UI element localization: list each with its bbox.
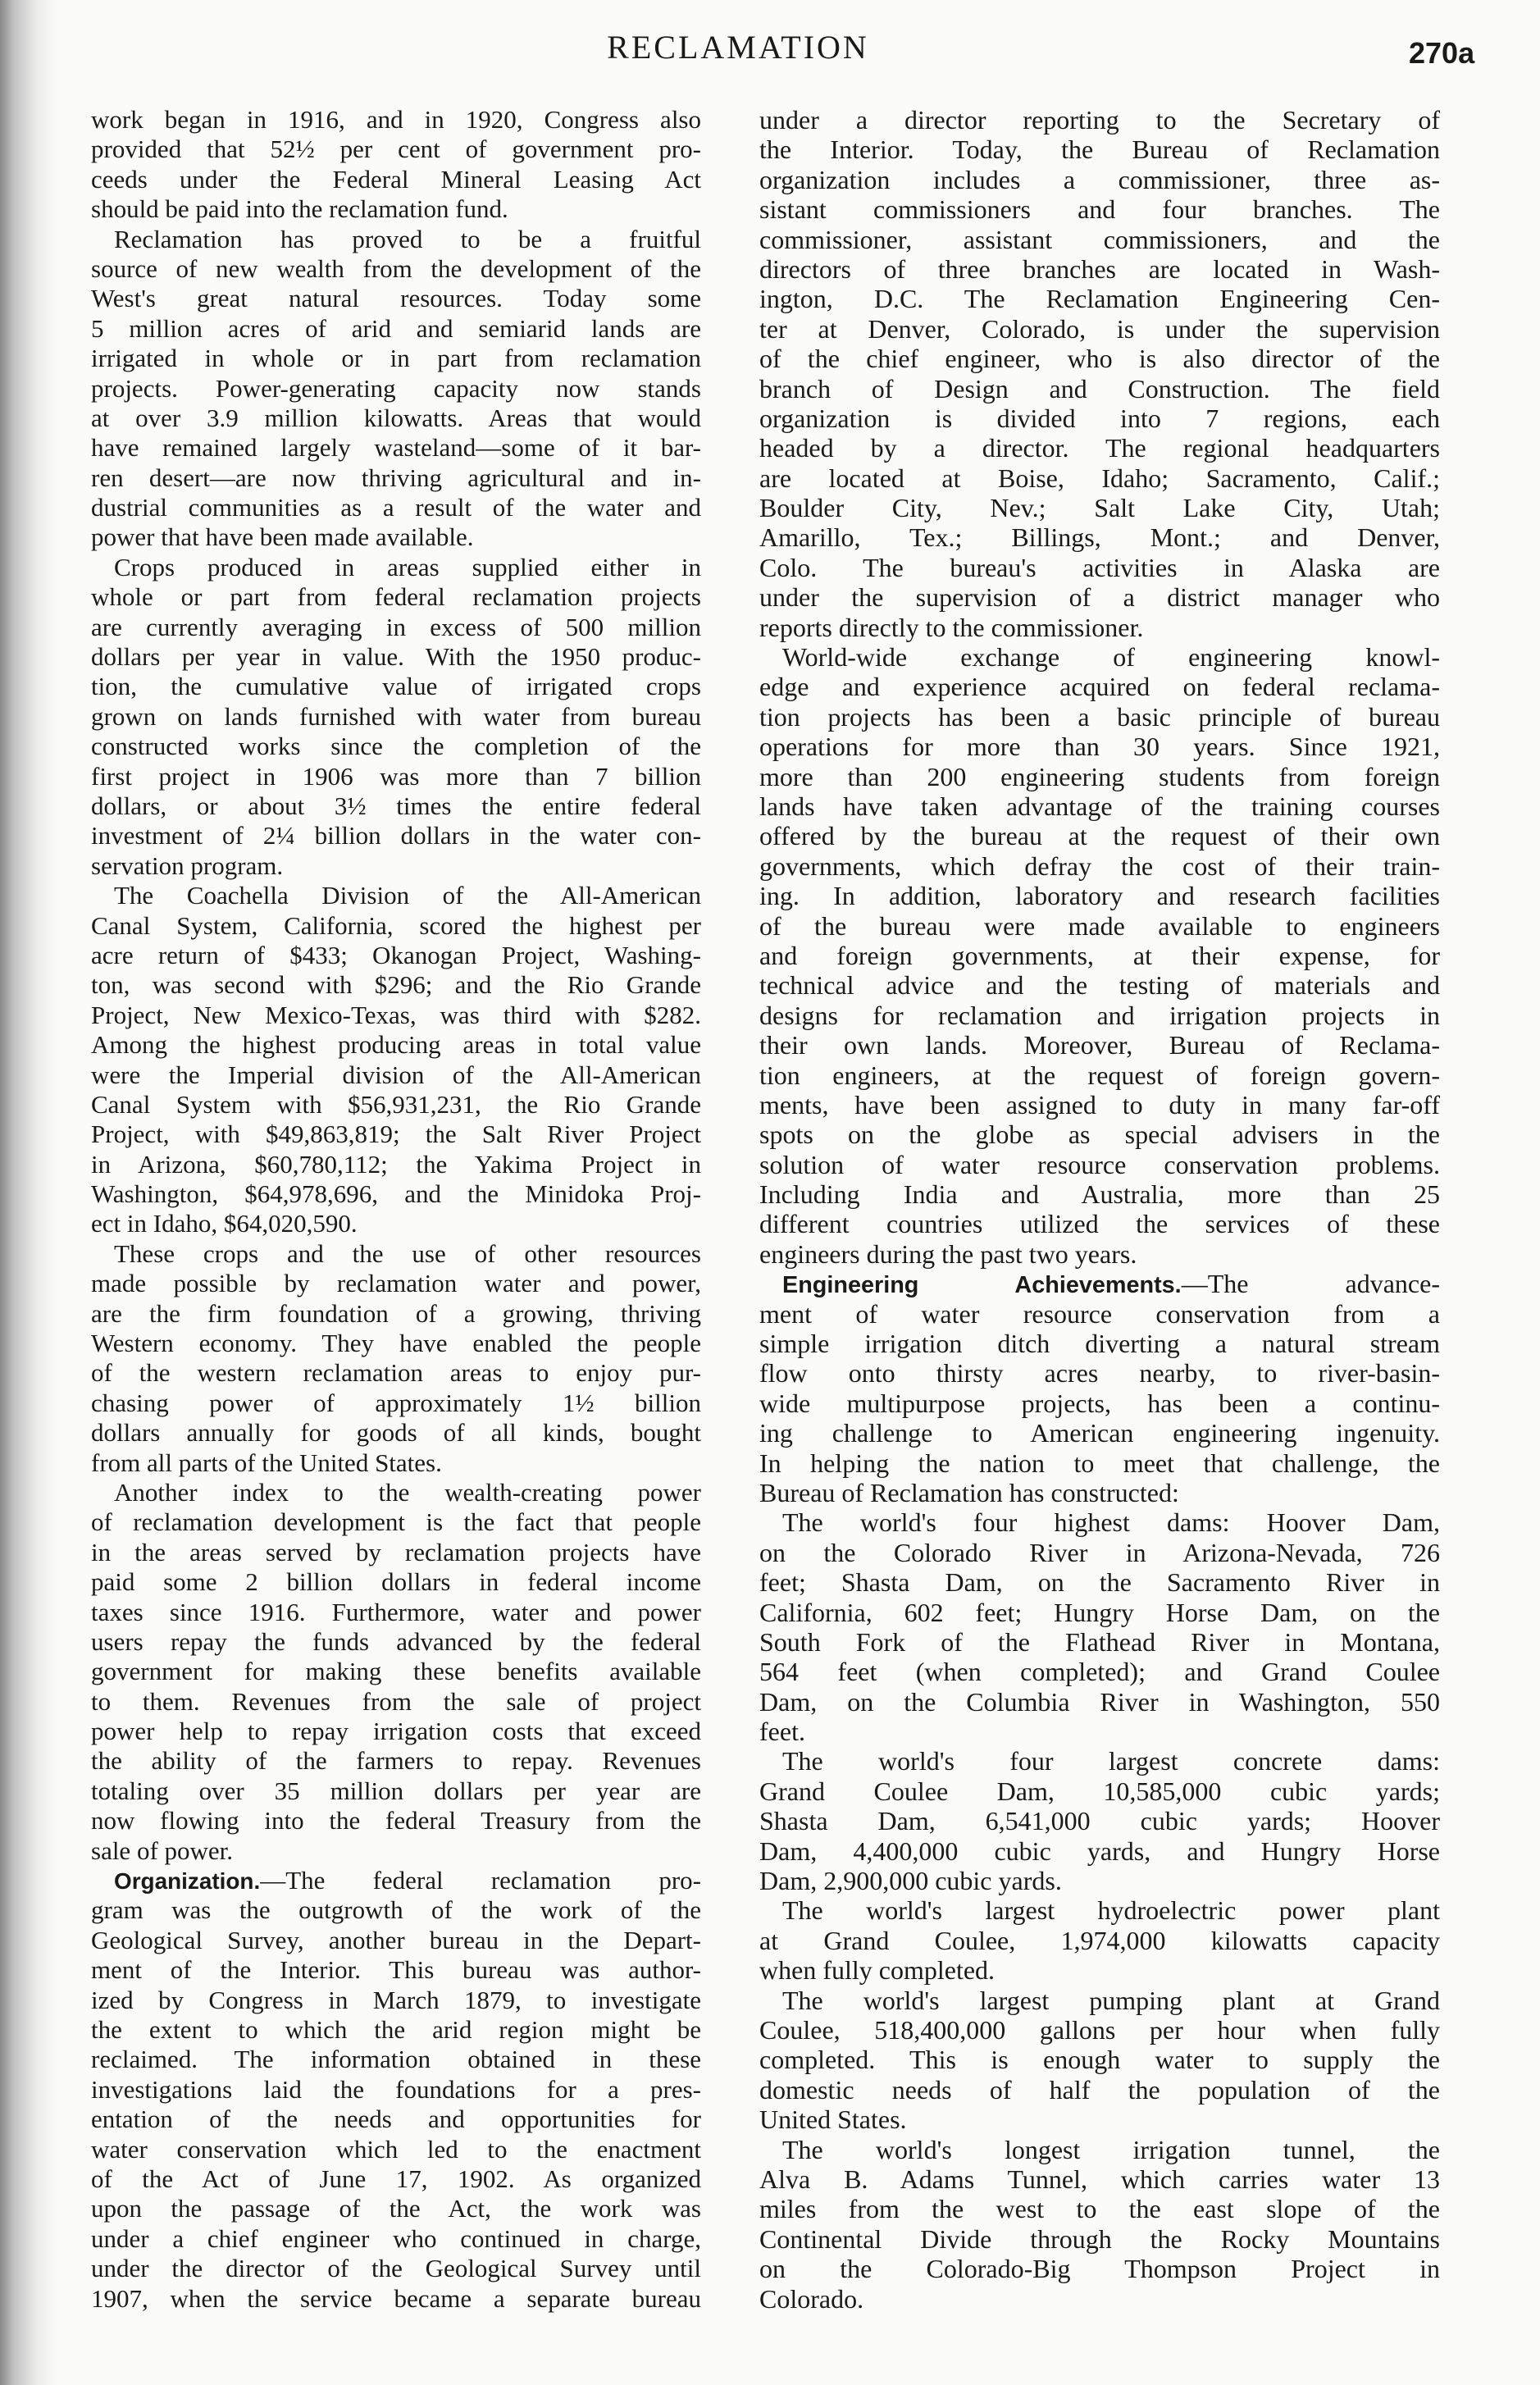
text-line: The world's longest irrigation tunnel, the	[782, 2134, 1440, 2164]
text-line: The world's largest hydroelectric power plant	[782, 1895, 1440, 1926]
text-line: made possible by reclamation water and power,	[91, 1269, 701, 1298]
text-line: spots on the globe as special advisers in the	[759, 1120, 1440, 1150]
text-line: feet; Shasta Dam, on the Sacramento River in	[759, 1567, 1440, 1598]
text-line: ren desert—are now thriving agricultural and in-	[91, 463, 701, 492]
text-line: California, 602 feet; Hungry Horse Dam, on the	[759, 1597, 1440, 1627]
text-line: ment of the Interior. This bureau was author-	[91, 1955, 701, 1985]
text-line: the Interior. Today, the Bureau of Reclamation	[759, 135, 1440, 165]
text-line: investigations laid the foundations for a pres-	[91, 2074, 701, 2104]
text-line: Colorado.	[759, 2283, 864, 2314]
text-line: work began in 1916, and in 1920, Congress also	[91, 105, 701, 134]
paragraph	[91, 1239, 701, 1478]
text-line: solution of water resource conservation problems.	[759, 1149, 1440, 1179]
text-line: dollars per year in value. With the 1950 produc-	[91, 642, 701, 672]
text-line: 564 feet (when completed); and Grand Coulee	[759, 1657, 1440, 1687]
text-line: Among the highest producing areas in total value	[91, 1030, 701, 1060]
paragraph	[759, 1895, 1440, 1985]
text-line: of the western reclamation areas to enjoy pur-	[91, 1358, 701, 1388]
text-line: Continental Divide through the Rocky Mountains	[759, 2223, 1440, 2254]
text-line: Dam, 2,900,000 cubic yards.	[759, 1866, 1062, 1896]
text-line: power help to repay irrigation costs that exceed	[91, 1717, 701, 1746]
text-line: different countries utilized the services of these	[759, 1209, 1440, 1239]
text-line: commissioner, assistant commissioners, and the	[759, 224, 1440, 254]
text-line: dustrial communities as a result of the water and	[91, 493, 701, 522]
text-line: Western economy. They have enabled the people	[91, 1329, 701, 1358]
text-line: of the chief engineer, who is also director of the	[759, 344, 1440, 374]
text-line: chasing power of approximately 1½ billion	[91, 1388, 701, 1417]
text-line: Reclamation has proved to be a fruitful	[114, 224, 701, 253]
text-line: to them. Revenues from the sale of project	[91, 1686, 701, 1716]
text-line: first project in 1906 was more than 7 billion	[91, 761, 701, 791]
text-line: from all parts of the United States.	[91, 1448, 442, 1477]
paragraph	[759, 1746, 1440, 1895]
text-line: tion engineers, at the request of foreign govern-	[759, 1060, 1440, 1090]
text-line: governments, which defray the cost of their train-	[759, 850, 1440, 881]
text-line: taxes since 1916. Furthermore, water and power	[91, 1597, 701, 1626]
text-line: were the Imperial division of the All-American	[91, 1060, 701, 1089]
left-text-column	[91, 105, 701, 2314]
text-line: In helping the nation to meet that challenge, the	[759, 1448, 1440, 1478]
paragraph	[91, 1478, 701, 1866]
text-line: engineers during the past two years.	[759, 1238, 1137, 1269]
paragraph	[759, 2135, 1440, 2314]
text-line: technical advice and the testing of materials and	[759, 970, 1440, 1001]
text-line: sistant commissioners and four branches. The	[759, 194, 1440, 225]
text-line: Coulee, 518,400,000 gallons per hour when fully	[759, 2015, 1440, 2045]
paragraph	[91, 881, 701, 1239]
text-line: now flowing into the federal Treasury from the	[91, 1806, 701, 1835]
text-line: are the firm foundation of a growing, thriving	[91, 1298, 701, 1328]
text-line: domestic needs of half the population of the	[759, 2074, 1440, 2105]
text-line: 1907, when the service became a separate bureau	[91, 2283, 701, 2313]
text-line: ing challenge to American engineering ingenuity.	[759, 1418, 1440, 1448]
text-line: in the areas served by reclamation projects have	[91, 1537, 701, 1566]
text-line: wide multipurpose projects, has been a continu-	[759, 1388, 1440, 1418]
text-line: branch of Design and Construction. The field	[759, 373, 1440, 404]
text-line: Grand Coulee Dam, 10,585,000 cubic yards;	[759, 1776, 1440, 1806]
text-line: when fully completed.	[759, 1955, 996, 1986]
text-line: source of new wealth from the development of the	[91, 253, 701, 283]
text-line: ceeds under the Federal Mineral Leasing Act	[91, 164, 701, 194]
text-line: whole or part from federal reclamation projects	[91, 582, 701, 612]
paragraph	[91, 225, 701, 553]
text-line: on the Colorado River in Arizona-Nevada, 726	[759, 1537, 1440, 1567]
paragraph	[91, 1866, 701, 2314]
text-line: Boulder City, Nev.; Salt Lake City, Utah;	[759, 493, 1440, 523]
text-line: of the Act of June 17, 1902. As organized	[91, 2164, 701, 2193]
text-line: The world's four largest concrete dams:	[782, 1746, 1440, 1776]
text-line: Washington, $64,978,696, and the Minidoka Proj-	[91, 1179, 701, 1209]
text-line: United States.	[759, 2105, 907, 2135]
text-line: irrigated in whole or in part from reclamation	[91, 344, 701, 373]
text-line: are located at Boise, Idaho; Sacramento, Calif.;	[759, 463, 1440, 493]
text-line: tion, the cumulative value of irrigated crops	[91, 672, 701, 701]
text-line: 5 million acres of arid and semiarid lands are	[91, 313, 701, 343]
text-line: in Arizona, $60,780,112; the Yakima Project in	[91, 1149, 701, 1179]
text-line: the extent to which the arid region might be	[91, 2015, 701, 2044]
text-line: government for making these benefits available	[91, 1657, 701, 1686]
text-line: upon the passage of the Act, the work was	[91, 2194, 701, 2223]
text-line: Another index to the wealth-creating power	[114, 1477, 701, 1507]
text-line-content: —The advance-	[1181, 1269, 1440, 1299]
text-line: under a director reporting to the Secretary of	[759, 105, 1440, 135]
text-line: entation of the needs and opportunities for	[91, 2105, 701, 2134]
text-line: simple irrigation ditch diverting a natural stream	[759, 1329, 1440, 1359]
text-line: dollars annually for goods of all kinds, bought	[91, 1418, 701, 1448]
text-line: designs for reclamation and irrigation projects in	[759, 1000, 1440, 1030]
text-line: feet.	[759, 1717, 805, 1747]
text-line: under a chief engineer who continued in charge,	[91, 2223, 701, 2253]
text-line: These crops and the use of other resources	[114, 1238, 701, 1268]
text-line: Colo. The bureau's activities in Alaska are	[759, 552, 1440, 582]
paragraph	[759, 642, 1440, 1269]
text-line: Alva B. Adams Tunnel, which carries water 13	[759, 2164, 1440, 2194]
text-line: The Coachella Division of the All-American	[114, 881, 701, 910]
text-line: offered by the bureau at the request of their own	[759, 821, 1440, 851]
text-line: operations for more than 30 years. Since 1921,	[759, 732, 1440, 762]
text-line: Shasta Dam, 6,541,000 cubic yards; Hoover	[759, 1806, 1440, 1836]
text-line: headed by a director. The regional headquarters	[759, 433, 1440, 463]
text-line: constructed works since the completion of the	[91, 732, 701, 761]
text-line: ing. In addition, laboratory and research facilities	[759, 881, 1440, 911]
text-line-content: —The federal reclamation pro-	[260, 1866, 701, 1895]
section-heading: Organization.	[114, 1868, 261, 1895]
text-line: ment of water resource conservation from a	[759, 1298, 1440, 1329]
text-line: miles from the west to the east slope of the	[759, 2194, 1440, 2224]
text-line: Dam, 4,400,000 cubic yards, and Hungry Horse	[759, 1835, 1440, 1866]
text-line: ect in Idaho, $64,020,590.	[91, 1209, 358, 1238]
text-line: gram was the outgrowth of the work of the	[91, 1895, 701, 1925]
text-line: tion projects has been a basic principle of bureau	[759, 701, 1440, 732]
text-line: Project, New Mexico-Texas, was third with $282.	[91, 1000, 701, 1029]
paragraph	[759, 105, 1440, 642]
paragraph	[759, 1507, 1440, 1746]
text-line: investment of 2¼ billion dollars in the water con-	[91, 821, 701, 850]
text-line: under the director of the Geological Survey until	[91, 2254, 701, 2283]
text-line: ized by Congress in March 1879, to investigate	[91, 1985, 701, 2014]
text-line: acre return of $433; Okanogan Project, Washing-	[91, 940, 701, 969]
text-line: on the Colorado-Big Thompson Project in	[759, 2254, 1440, 2284]
text-line: organization includes a commissioner, three as-	[759, 164, 1440, 194]
text-line: Amarillo, Tex.; Billings, Mont.; and Denver,	[759, 522, 1440, 553]
text-line: Canal System, California, scored the highest per	[91, 910, 701, 940]
text-line: under the supervision of a district manager who	[759, 582, 1440, 613]
page-number: 270a	[1409, 36, 1475, 70]
text-line: reports directly to the commissioner.	[759, 612, 1144, 642]
text-line: World-wide exchange of engineering knowl-	[782, 642, 1440, 673]
text-line: power that have been made available.	[91, 522, 474, 552]
text-line: Canal System with $56,931,231, the Rio Grande	[91, 1089, 701, 1119]
text-line: are currently averaging in excess of 500 million	[91, 612, 701, 641]
text-line: water conservation which led to the enactment	[91, 2134, 701, 2164]
text-line	[91, 1866, 701, 1895]
text-line: their own lands. Moreover, Bureau of Reclama-	[759, 1030, 1440, 1060]
section-heading: Engineering Achievements.	[782, 1272, 1182, 1299]
text-line: ter at Denver, Colorado, is under the supervision	[759, 313, 1440, 344]
text-line: Dam, on the Columbia River in Washington, 550	[759, 1686, 1440, 1717]
text-line: totaling over 35 million dollars per year are	[91, 1776, 701, 1805]
text-line: of reclamation development is the fact that people	[91, 1507, 701, 1537]
text-line: more than 200 engineering students from foreign	[759, 761, 1440, 791]
text-line: Bureau of Reclamation has constructed:	[759, 1477, 1179, 1507]
paragraph	[91, 553, 701, 881]
text-line	[759, 1269, 1440, 1298]
text-line: lands have taken advantage of the training courses	[759, 791, 1440, 821]
binding-shadow	[0, 0, 57, 2385]
text-line: should be paid into the reclamation fund.	[91, 194, 508, 224]
text-line: Geological Survey, another bureau in the Depart-	[91, 1925, 701, 1954]
right-text-column	[759, 105, 1440, 2314]
text-line: have remained largely wasteland—some of it bar-	[91, 433, 701, 463]
text-line: flow onto thirsty acres nearby, to river-basin-	[759, 1358, 1440, 1389]
running-header-title: RECLAMATION	[607, 29, 869, 66]
text-line: provided that 52½ per cent of government pro-	[91, 135, 701, 164]
text-line: ton, was second with $296; and the Rio Grande	[91, 970, 701, 1000]
text-line: West's great natural resources. Today some	[91, 284, 701, 313]
text-line: Project, with $49,863,819; the Salt River Project	[91, 1120, 701, 1149]
text-line: paid some 2 billion dollars in federal income	[91, 1567, 701, 1597]
text-line: Including India and Australia, more than 25	[759, 1179, 1440, 1210]
text-line: sale of power.	[91, 1835, 234, 1865]
text-line: directors of three branches are located in Wash-	[759, 253, 1440, 284]
text-line: servation program.	[91, 850, 284, 880]
text-line: at over 3.9 million kilowatts. Areas that would	[91, 403, 701, 432]
text-line: ington, D.C. The Reclamation Engineering Cen-	[759, 284, 1440, 314]
text-line: Crops produced in areas supplied either in	[114, 552, 701, 581]
text-line: South Fork of the Flathead River in Montana,	[759, 1626, 1440, 1657]
paragraph	[759, 1986, 1440, 2135]
text-line: at Grand Coulee, 1,974,000 kilowatts capacity	[759, 1925, 1440, 1955]
text-line: ments, have been assigned to duty in many far-off	[759, 1089, 1440, 1120]
text-line: of the bureau were made available to engineers	[759, 910, 1440, 941]
text-line: projects. Power-generating capacity now stands	[91, 373, 701, 403]
text-line: the ability of the farmers to repay. Revenues	[91, 1746, 701, 1776]
text-line: edge and experience acquired on federal reclama-	[759, 672, 1440, 702]
text-line: and foreign governments, at their expense, for	[759, 940, 1440, 970]
paragraph	[91, 105, 701, 225]
text-line: dollars, or about 3½ times the entire federal	[91, 791, 701, 820]
text-line: users repay the funds advanced by the federal	[91, 1626, 701, 1656]
text-line: The world's largest pumping plant at Grand	[782, 1985, 1440, 2015]
text-line: grown on lands furnished with water from bureau	[91, 701, 701, 731]
text-line: The world's four highest dams: Hoover Dam,	[782, 1507, 1440, 1538]
text-line: reclaimed. The information obtained in these	[91, 2045, 701, 2074]
paragraph	[759, 1269, 1440, 1507]
text-line: completed. This is enough water to supply the	[759, 2045, 1440, 2075]
text-line: organization is divided into 7 regions, each	[759, 403, 1440, 433]
